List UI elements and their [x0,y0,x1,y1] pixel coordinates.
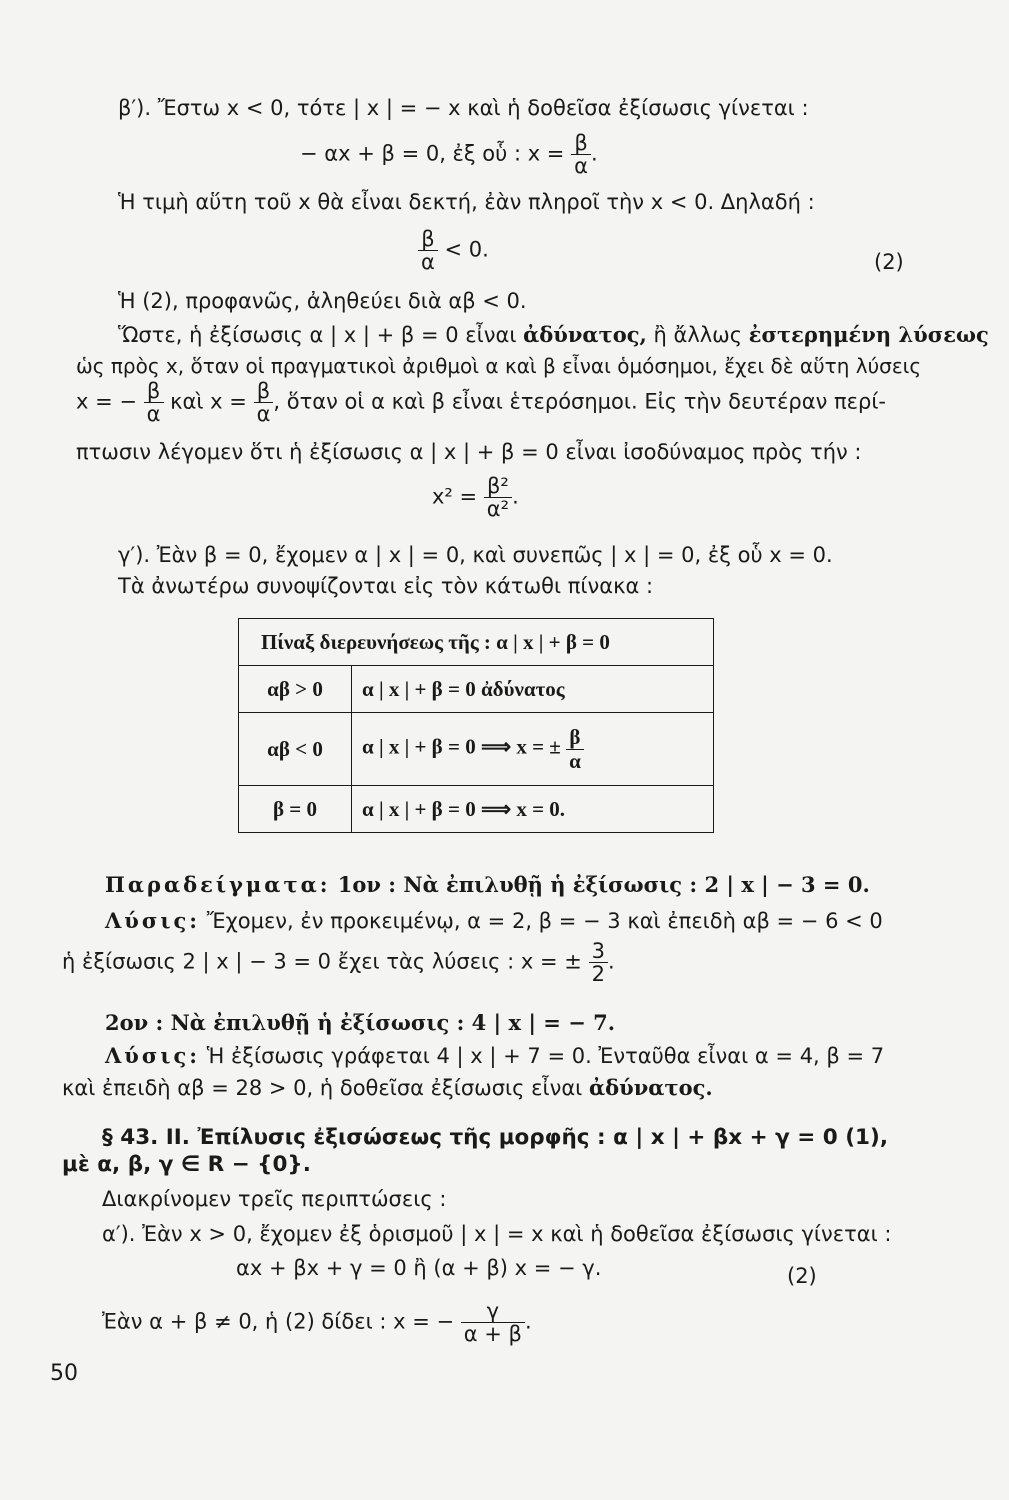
equation-tag-2: (2) [874,250,904,274]
example-1: Παραδείγματα: 1ον : Νὰ ἐπιλυθῇ ἡ ἐξίσωσις : 2 | x | − 3 = 0. [105,872,870,897]
table-cell: αβ > 0 [239,666,352,713]
table-row [239,619,714,666]
table-row [239,713,714,786]
table-cell: α | x | + β = 0 ⟹ x = 0. [352,786,714,833]
equation-case-beta: − αx + β = 0, ἐξ οὗ : x = $\frac{\beta}{\alpha}$ . [300,131,598,179]
table-cell: αβ < 0 [239,713,352,786]
line-case-alpha: α′). Ἐὰν x > 0, ἔχομεν ἐξ ὁρισμοῦ | x | = x καὶ ἡ δοθεῖσα ἐξίσωσις γίνεται : [102,1222,892,1246]
section-heading: § 43. II. Ἐπίλυσις ἐξισώσεως τῆς μορφῆς : α | x | + βx + γ = 0 (1), [102,1125,888,1150]
line-case-beta: β′). Ἔστω x < 0, τότε | x | = − x καὶ ἡ δοθεῖσα ἐξίσωσις γίνεται : [118,96,809,120]
line-summary: Τὰ ἀνωτέρω συνοψίζονται εἰς τὸν κάτωθι πίνακα : [118,574,654,598]
section-heading-cont: μὲ α, β, γ ∈ R − {0}. [62,1152,311,1177]
equation-x-squared: x² = $\frac{\text{β²}}{\text{α²}}$ . [432,474,519,522]
table-cell: α | x | + β = 0 ⟹ x = ± $\frac{\beta}{\alpha}$ [352,713,714,786]
page-number: 50 [50,1361,78,1386]
solution-2: Λύσις: Ἡ ἐξίσωσις γράφεται 4 | x | + 7 = 0. Ἐνταῦθα εἶναι α = 4, β = 7 [105,1043,885,1068]
line-value-accepted: Ἡ τιμὴ αὕτη τοῦ x θὰ εἶναι δεκτή, ἐὰν πληροῖ τὴν x < 0. Δηλαδή : [118,190,815,214]
example-2: 2ον : Νὰ ἐπιλυθῇ ἡ ἐξίσωσις : 4 | x | = − 7. [105,1010,616,1035]
line-obviously: Ἡ (2), προφανῶς, ἀληθεύει διὰ αβ < 0. [118,289,527,313]
table-row [239,786,714,833]
fraction-beta-alpha-2: $\frac{\beta}{\alpha}$ [418,228,438,273]
solution-1-result: ἡ ἐξίσωσις 2 | x | − 3 = 0 ἔχει τὰς λύσεις : x = ± $\frac{3}{2}$ . [62,939,615,987]
table-cell: β = 0 [239,786,352,833]
fraction-beta-alpha: $\frac{\beta}{\alpha}$ [571,132,591,177]
solution-1: Λύσις: Ἔχομεν, ἐν προκειμένῳ, α = 2, β = − 3 καὶ ἐπειδὴ αβ = − 6 < 0 [105,908,883,933]
line-equivalent: πτωσιν λέγομεν ὅτι ἡ ἐξίσωσις α | x | + β = 0 εἶναι ἰσοδύναμος πρὸς τήν : [76,440,862,464]
inequality-2: $\frac{\beta}{\alpha}$ < 0. [418,228,489,273]
equation-tag-2b: (2) [787,1264,817,1288]
solution-2-conclusion: καὶ ἐπειδὴ αβ = 28 > 0, ἡ δοθεῖσα ἐξίσωσις εἶναι ἀδύνατος. [62,1075,713,1100]
table-title: Πίναξ διερευνήσεως τῆς : α | x | + β = 0 [239,619,714,666]
table-cell: α | x | + β = 0 ἀδύνατος [352,666,714,713]
line-real-numbers: ὡς πρὸς x, ὅταν οἱ πραγματικοὶ ἀριθμοὶ α καὶ β εἶναι ὁμόσημοι, ἔχει δὲ αὕτη λύσεις [76,354,922,378]
line-three-cases: Διακρίνομεν τρεῖς περιπτώσεις : [102,1187,447,1211]
equation-case-alpha: αx + βx + γ = 0 ἢ (α + β) x = − γ. [236,1256,602,1280]
line-solutions: x = − $\frac{\beta}{\alpha}$ καὶ x = $\frac{\beta}{\alpha}$ , ὅταν οἱ α καὶ β εἶναι ἑτερόσημοι. Εἰς τὴν δευτέραν περί- [76,379,887,427]
investigation-table [238,618,714,833]
line-case-gamma: γ′). Ἐὰν β = 0, ἔχομεν α | x | = 0, καὶ συνεπῶς | x | = 0, ἐξ οὗ x = 0. [118,543,833,567]
line-solution-x: Ἐὰν α + β ≠ 0, ἡ (2) δίδει : x = − $\frac{\gamma}{\alpha + \beta}$ . [102,1299,532,1347]
line-conclusion: Ὥστε, ἡ ἐξίσωσις α | x | + β = 0 εἶναι ἀδύνατος, ἢ ἄλλως ἐστερημένη λύσεως [118,322,989,347]
table-row [239,666,714,713]
